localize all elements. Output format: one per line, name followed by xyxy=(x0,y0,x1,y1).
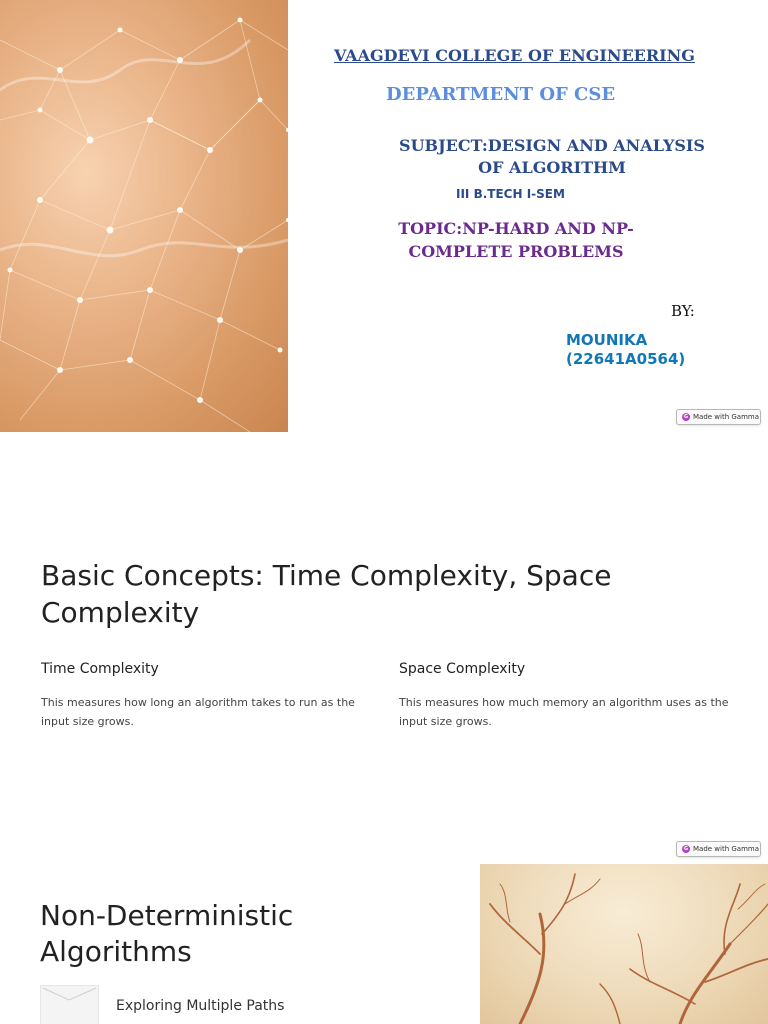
college-name: VAAGDEVI COLLEGE OF ENGINEERING xyxy=(334,46,695,65)
card-heading: Time Complexity xyxy=(41,661,159,677)
department-name: DEPARTMENT OF CSE xyxy=(386,84,616,105)
badge-label: Made with Gamma xyxy=(693,845,760,853)
subject-line-1: SUBJECT:DESIGN AND ANALYSIS xyxy=(399,136,705,155)
basic-concepts-slide xyxy=(0,432,768,864)
item-icon-box xyxy=(40,985,99,1024)
branching-tree-image xyxy=(480,864,768,1024)
card-heading: Space Complexity xyxy=(399,661,526,677)
slide-title: Non-Deterministic Algorithms xyxy=(40,899,294,968)
gamma-logo-icon: G xyxy=(683,414,689,420)
by-label: BY: xyxy=(671,302,695,320)
topic-line-2: COMPLETE PROBLEMS xyxy=(408,242,624,261)
year-semester: III B.TECH I-SEM xyxy=(456,187,565,201)
card-text: This measures how much memory an algorithm uses as the input size grows. xyxy=(399,696,729,728)
topic-line-1: TOPIC:NP-HARD AND NP- xyxy=(398,219,634,238)
card-text: This measures how long an algorithm takes to run as the input size grows. xyxy=(41,696,355,728)
topic-heading xyxy=(398,217,634,263)
gamma-logo-icon: G xyxy=(683,846,689,852)
author-id: (22641A0564) xyxy=(566,350,686,368)
time-complexity-card xyxy=(41,661,371,731)
non-deterministic-slide xyxy=(0,864,768,1024)
subject-line-2: OF ALGORITHM xyxy=(478,158,626,177)
title-slide xyxy=(0,0,768,432)
author-block xyxy=(566,331,716,369)
made-with-gamma-badge[interactable] xyxy=(676,841,761,857)
network-graph-graphic xyxy=(0,0,288,432)
space-complexity-card xyxy=(399,661,729,731)
badge-label: Made with Gamma xyxy=(693,413,760,421)
tree-branches-graphic xyxy=(480,864,768,1024)
list-item: Exploring Multiple Paths xyxy=(116,998,285,1014)
subject-heading xyxy=(398,135,706,179)
made-with-gamma-badge[interactable] xyxy=(676,409,761,425)
slide-title: Basic Concepts: Time Complexity, Space Complexity xyxy=(41,559,612,629)
author-name: MOUNIKA xyxy=(566,331,648,349)
paths-icon xyxy=(41,986,98,1024)
network-nodes-image xyxy=(0,0,288,432)
